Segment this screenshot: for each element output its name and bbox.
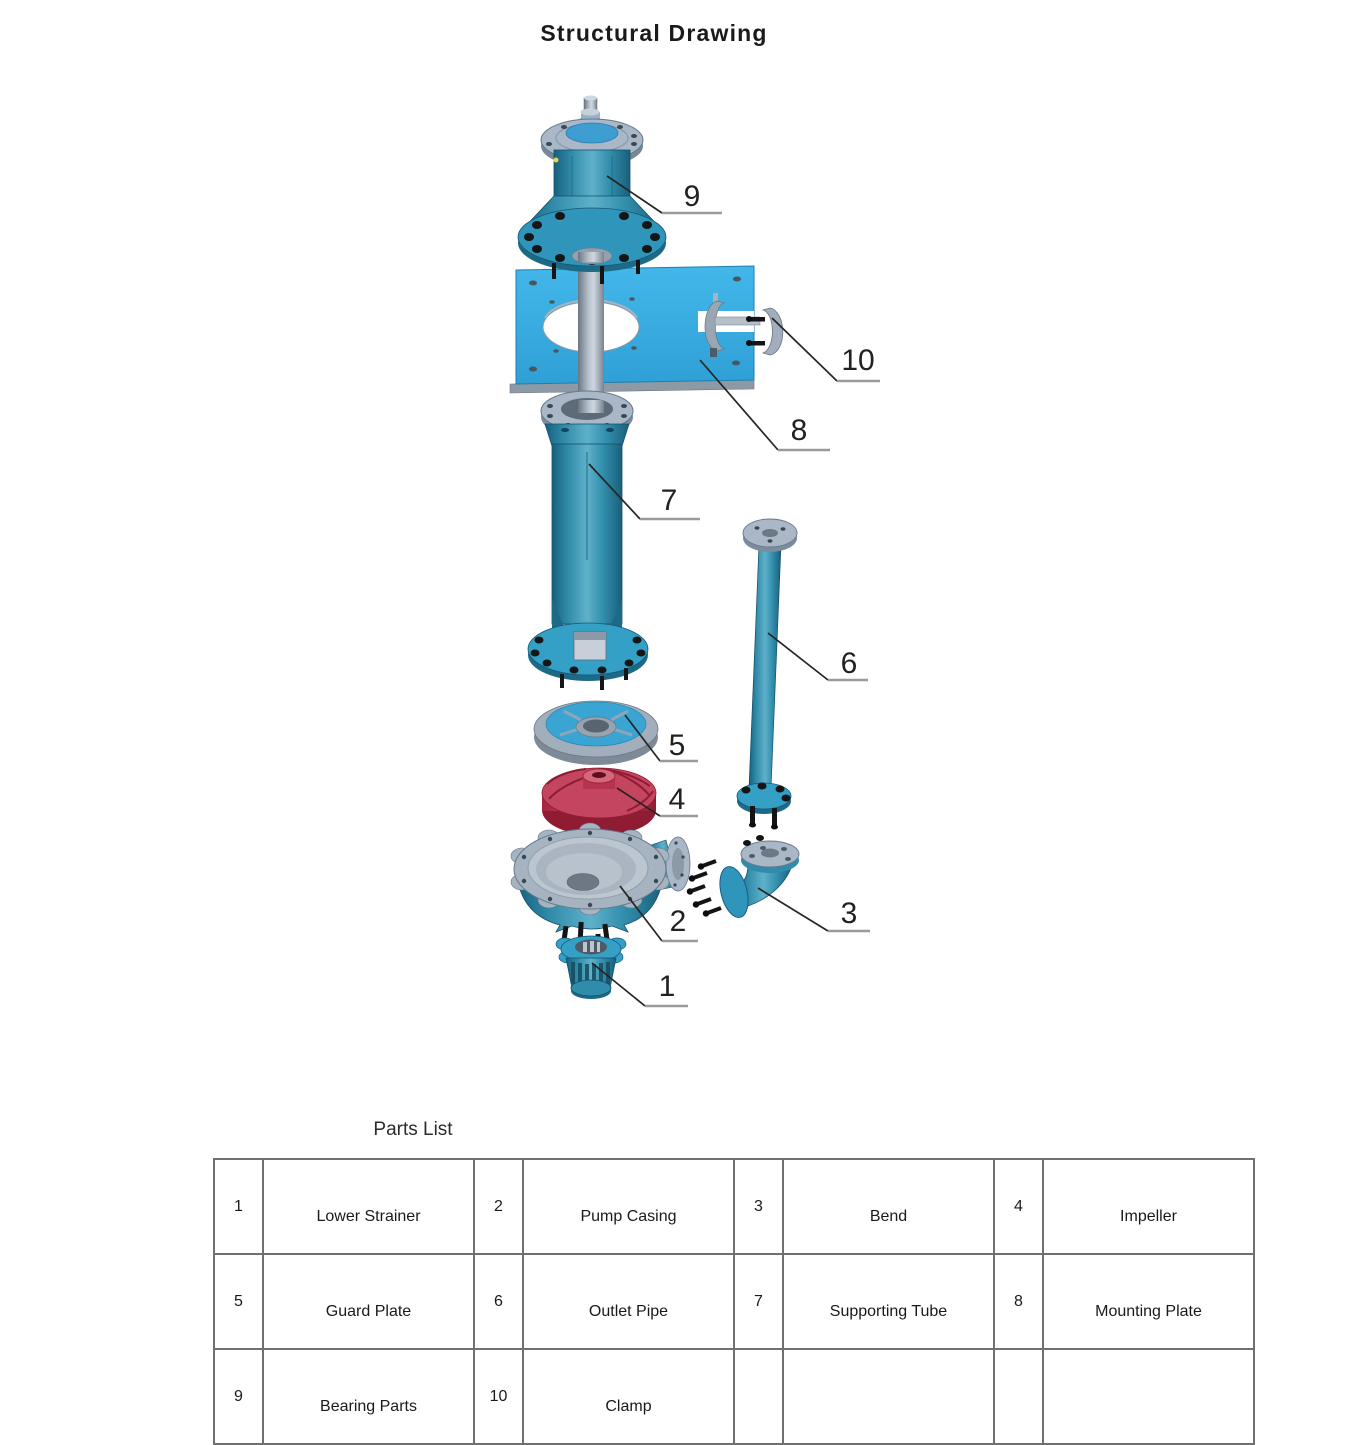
part-name-cell: Bearing Parts: [263, 1349, 474, 1444]
part-name-cell: [783, 1349, 994, 1444]
part-name-cell: Supporting Tube: [783, 1254, 994, 1349]
callout-label-4: 4: [668, 783, 686, 816]
pump-casing-drawing: [511, 823, 690, 932]
bearing-parts-drawing: [518, 96, 666, 285]
parts-list-row: [214, 1349, 1254, 1444]
part-number-cell: 8: [994, 1254, 1043, 1349]
part-number-cell: 4: [994, 1159, 1043, 1254]
part-name-cell: Bend: [783, 1159, 994, 1254]
part-name-cell: Pump Casing: [523, 1159, 734, 1254]
part-number-cell: 9: [214, 1349, 263, 1444]
part-name-cell: Mounting Plate: [1043, 1254, 1254, 1349]
supporting-tube-drawing: [528, 391, 648, 690]
callout-label-7: 7: [660, 484, 678, 517]
part-name-cell: Impeller: [1043, 1159, 1254, 1254]
part-number-cell: 6: [474, 1254, 523, 1349]
callout-label-2: 2: [669, 905, 687, 938]
parts-list-table: [213, 1158, 1255, 1445]
part-number-cell: 2: [474, 1159, 523, 1254]
bend-drawing: [686, 835, 799, 920]
lower-strainer-drawing: [556, 922, 626, 999]
outlet-pipe-drawing: [737, 519, 797, 830]
mounting-plate-drawing: [510, 266, 760, 393]
callout-label-5: 5: [668, 729, 686, 762]
part-name-cell: Lower Strainer: [263, 1159, 474, 1254]
callout-label-1: 1: [658, 970, 676, 1003]
part-name-cell: [1043, 1349, 1254, 1444]
callout-label-10: 10: [841, 344, 875, 377]
part-number-cell: 10: [474, 1349, 523, 1444]
part-number-cell: 3: [734, 1159, 783, 1254]
page-title: Structural Drawing: [540, 20, 768, 46]
part-name-cell: Clamp: [523, 1349, 734, 1444]
callout-label-3: 3: [840, 897, 858, 930]
part-number-cell: [734, 1349, 783, 1444]
parts-list-row: [214, 1254, 1254, 1349]
part-number-cell: 7: [734, 1254, 783, 1349]
part-name-cell: Outlet Pipe: [523, 1254, 734, 1349]
callout-label-9: 9: [683, 180, 701, 213]
callout-label-8: 8: [790, 414, 808, 447]
parts-list-row: [214, 1159, 1254, 1254]
part-number-cell: 5: [214, 1254, 263, 1349]
parts-list-heading: Parts List: [373, 1119, 453, 1140]
part-number-cell: 1: [214, 1159, 263, 1254]
part-name-cell: Guard Plate: [263, 1254, 474, 1349]
callout-label-6: 6: [840, 647, 858, 680]
part-number-cell: [994, 1349, 1043, 1444]
